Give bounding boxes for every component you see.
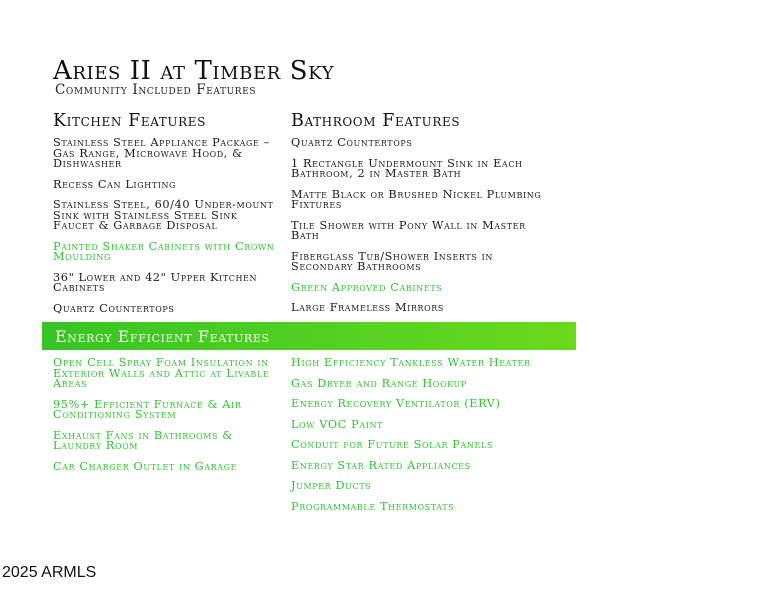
- energy-right-list: [291, 358, 553, 522]
- bathroom-item: Quartz Countertops: [291, 136, 413, 149]
- kitchen-item: Recess Can Lighting: [53, 177, 177, 191]
- page-subtitle: Community Included Features: [55, 82, 257, 98]
- bathroom-item: 1 Rectangle Undermount Sink in Each Bathroom, 2 in Master Bath: [291, 156, 523, 180]
- energy-item: Open Cell Spray Foam Insulation in Exterior Walls and Attic at Livable Areas: [53, 356, 270, 390]
- bathroom-item: Fiberglass Tub/Shower Inserts in Secondary Bathrooms: [291, 249, 493, 273]
- energy-item: Energy Recovery Ventilator (ERV): [291, 397, 501, 410]
- energy-item: Energy Star Rated Appliances: [291, 458, 471, 472]
- kitchen-item: Stainless Steel Appliance Package – Gas Range, Microwave Hood, & Dishwasher: [53, 136, 270, 170]
- bathroom-item: Matte Black or Brushed Nickel Plumbing Fixtures: [291, 187, 542, 211]
- bathroom-item: Large Frameless Mirrors: [291, 301, 444, 314]
- energy-item: Car Charger Outlet in Garage: [53, 459, 238, 473]
- kitchen-list: [53, 138, 281, 324]
- bathroom-heading: Bathroom Features: [291, 111, 461, 131]
- copyright-footer: 2025 ARMLS: [2, 564, 97, 581]
- kitchen-item: Painted Shaker Cabinets with Crown Moulding: [53, 239, 275, 263]
- bathroom-item: Green Approved Cabinets: [291, 280, 443, 294]
- energy-item: Programmable Thermostats: [291, 499, 455, 513]
- bathroom-item: Tile Shower with Pony Wall in Master Bath: [291, 218, 526, 242]
- energy-item: High Efficiency Tankless Water Heater: [291, 356, 531, 369]
- kitchen-item: Quartz Countertops: [53, 301, 175, 315]
- energy-item: Exhaust Fans in Bathrooms & Laundry Room: [53, 428, 233, 452]
- energy-heading: Energy Efficient Features: [55, 327, 270, 346]
- energy-item: Jumper Ducts: [291, 479, 372, 492]
- page-title: Aries II at Timber Sky: [53, 56, 335, 86]
- bathroom-list: [291, 138, 549, 324]
- energy-heading-band: [42, 322, 576, 350]
- energy-item: 95%+ Efficient Furnace & Air Conditioning System: [53, 397, 242, 421]
- energy-left-list: [53, 358, 275, 482]
- kitchen-item: Stainless Steel, 60/40 Under-mount Sink with Stainless Steel Sink Faucet & Garbage Disposal: [53, 198, 274, 232]
- energy-item: Low VOC Paint: [291, 417, 384, 431]
- kitchen-heading: Kitchen Features: [53, 111, 206, 131]
- kitchen-item: 36" Lower and 42" Upper Kitchen Cabinets: [53, 270, 258, 294]
- energy-item: Gas Dryer and Range Hookup: [291, 376, 467, 390]
- energy-item: Conduit for Future Solar Panels: [291, 438, 493, 451]
